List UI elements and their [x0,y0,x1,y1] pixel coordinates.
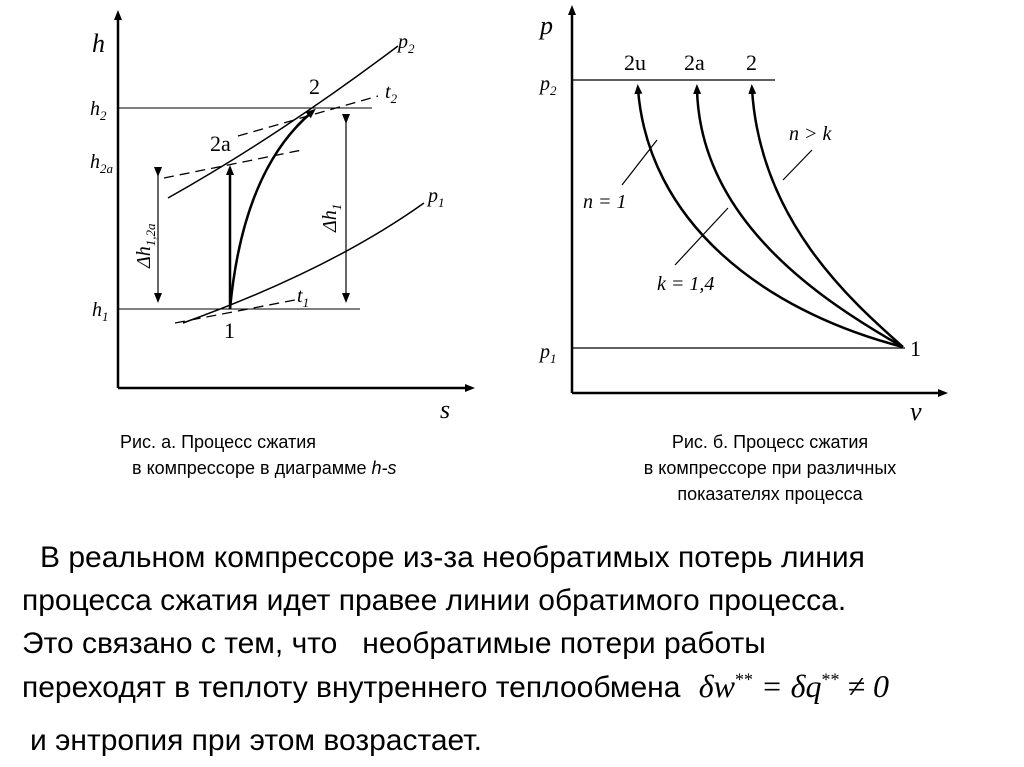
point-1-label: 1 [224,318,235,343]
label-n-gt-k: n > k [789,123,832,145]
isobar-p2 [168,46,398,198]
label-p1: $p_1$ [540,341,557,366]
para-line4: переходят в теплоту внутреннего теплообмена δw** = δq** ≠ 0 [22,668,889,704]
label-t1: $t_1$ [297,285,310,310]
caption-b-line1: Рис. б. Процесс сжатия [671,432,869,452]
caption-b-line3: показателях процесса [677,484,863,504]
point-2-label: 2 [309,74,320,99]
leader-k [675,208,728,265]
point-2u-label: 2u [624,50,646,75]
para-line3: Это связано с тем, что необратимые потери работы [22,627,766,660]
leader-n-gt-k [783,150,812,180]
label-p1: $p_1$ [428,185,445,210]
para-line2: процесса сжатия идет правее линии обратимого процесса. [22,584,847,617]
v-axis-label: v [910,397,922,426]
body-paragraph [22,536,1012,762]
h-axis-label: h [92,29,105,58]
p-axis-label: p [540,11,553,40]
para-line1: В реальном компрессоре из-за необратимых потерь линия [40,541,865,574]
caption-a-hs: h-s [371,458,397,478]
label-dh12a: $\Delta h_{1,2a}$ [133,223,158,268]
s-axis-label: s [440,395,451,424]
label-p2: $p_2$ [540,73,557,98]
label-h2a: $h_{2a}$ [90,151,113,176]
label-h1: $h_1$ [92,299,109,324]
formula: δw** = δq** ≠ 0 [698,668,889,704]
curve-isothermal [638,89,903,347]
caption-b-line2: в компрессоре при различных [643,458,897,478]
label-h2: $h_2$ [90,98,107,123]
diagram-pv [538,10,943,426]
label-t2: $t_2$ [385,81,398,106]
point-1-label: 1 [910,336,921,361]
diagram-hs [90,15,470,424]
point-2a-label: 2a [684,50,705,75]
label-k-eq: k = 1,4 [657,273,715,295]
label-dh1: $\Delta h_1$ [319,203,344,232]
label-p2: $p_2$ [398,31,415,56]
isotherm-t2a [164,150,302,178]
caption-a-line1: Рис. а. Процесс сжатия [120,432,317,452]
point-2-label: 2 [746,50,757,75]
caption-a [100,429,480,481]
label-n-eq-1: n = 1 [583,191,627,213]
point-2a-label: 2a [210,131,231,156]
caption-b [585,429,955,507]
process-1-2 [230,112,312,309]
para-line5: и энтропия при этом возрастает. [30,724,482,757]
leader-n-eq-1 [622,140,657,185]
caption-a-line2: в компрессоре в диаграмме h-s [132,458,397,478]
